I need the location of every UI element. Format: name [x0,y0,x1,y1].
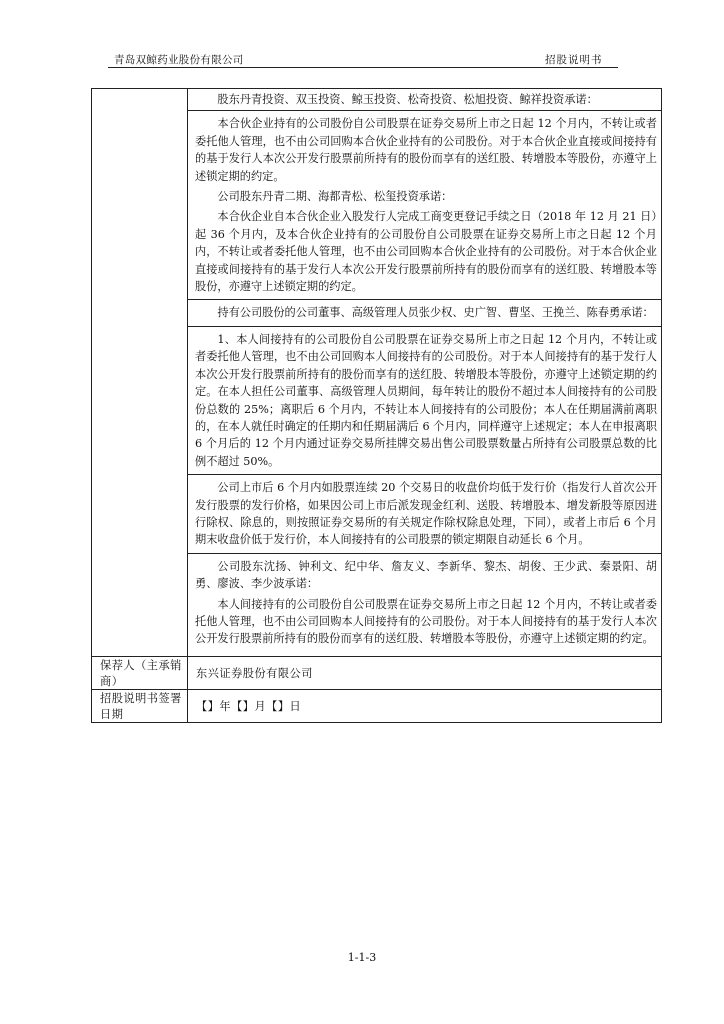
date-row [92,689,662,722]
commitment-paragraph: 本合伙企业持有的公司股份自公司股票在证券交易所上市之日起 12 个月内，不转让或者委托他人管理，也不由公司回购本合伙企业持有的公司股份。对于本合伙企业直接或间接持有的基于发行人本次公开发行股票前所持有的股份而享有的送红股、转增股本等股份，亦遵守上述锁定期的约定。 [195,117,657,183]
commitment-paragraph: 公司股东丹青二期、海都青松、松玺投资承诺： [217,190,453,204]
page-number: 1-1-3 [347,951,377,964]
commitment-paragraph: 本人间接持有的公司股份自公司股票在证券交易所上市之日起 12 个月内，不转让或者委托他人管理，也不由公司回购本人间接持有的公司股份。对于本人间接持有的基于发行人本次公开发行股票前所持有的股份而享有的送红股、转增股本等股份，亦遵守上述锁定期的约定。 [195,597,657,646]
header-company: 青岛双鲸药业股份有限公司 [114,54,244,66]
commitment-cell [188,89,662,657]
commitment-box-4 [188,327,661,475]
date-value: 【】年【】月【】日 [188,689,662,722]
commitment-paragraph: 持有公司股份的公司董事、高级管理人员张少权、史广智、曹坚、王挽兰、陈春勇承诺： [217,306,654,320]
left-blank-cell [92,89,188,657]
header-rule [108,67,618,68]
commitment-paragraph: 公司股东沈扬、钟利文、纪中华、詹友义、李新华、黎杰、胡俊、王少武、秦景阳、胡勇、廖波、李少波承诺： [195,559,657,591]
commitment-paragraph: 1、本人间接持有的公司股份自公司股票在证券交易所上市之日起 12 个月内，不转让或者委托他人管理，也不由公司回购本人间接持有的公司股份。对于本人间接持有的基于发行人本次公开发行股票前所持有的股份而享有的送红股、转增股本等股份，亦遵守上述锁定期的约定。在本人担任公司董事、高级管理人员期间，每年转让的股份不超过本人间接持有的公司股份总数的 25%；离职后 6 个月内，不转让本人间接持有的公司股份；本人在任期届满前离职的，在本人就任时确定的任期内和任期届满后 6 个月内，同样遵守上述规定；本人在申报离职 6 个月后的 12 个月内通过证券交易所挂牌交易出售公司股票数量占所持有公司股票总数的比例不超过 50%。 [195,332,657,468]
commitment-box-5 [188,475,661,554]
commitment-paragraph: 股东丹青投资、双玉投资、鲸玉投资、松奇投资、松旭投资、鲸祥投资承诺： [217,93,598,106]
commitment-box-1 [188,89,661,111]
sponsor-label: 保荐人（主承销商） [92,656,188,689]
commitment-table [91,88,662,723]
commitment-box-2 [188,111,661,300]
sponsor-row [92,656,662,689]
commitment-box-3 [188,300,661,326]
commitment-paragraph: 公司上市后 6 个月内如股票连续 20 个交易日的收盘价均低于发行价（指发行人首次公开发行股票的发行价格，如果因公司上市后派发现金红利、送股、转增股本、增发新股等原因进行除权、除息的，则按照证券交易所的有关规定作除权除息处理，下同），或者上市后 6 个月期末收盘价低于发行价，本人间接持有的公司股票的锁定期限自动延长 6 个月。 [195,481,657,547]
date-label: 招股说明书签署日期 [92,689,188,722]
commitment-box-6 [188,554,661,656]
commitment-paragraph: 本合伙企业自本合伙企业入股发行人完成工商变更登记手续之日（2018 年 12 月 21 日）起 36 个月内，及本合伙企业持有的公司股份自公司股票在证券交易所上市之日起 12 个月内，不转让或者委托他人管理，也不由公司回购本合伙企业持有的公司股份。对于本合伙企业直接或间接持有的基于发行人本次公开发行股票前所持有的股份而享有的送红股、转增股本等股份，亦遵守上述锁定期的约定。 [195,210,657,294]
header-doc-title: 招股说明书 [545,54,603,66]
sponsor-value: 东兴证券股份有限公司 [188,656,662,689]
commitment-row [92,89,662,657]
